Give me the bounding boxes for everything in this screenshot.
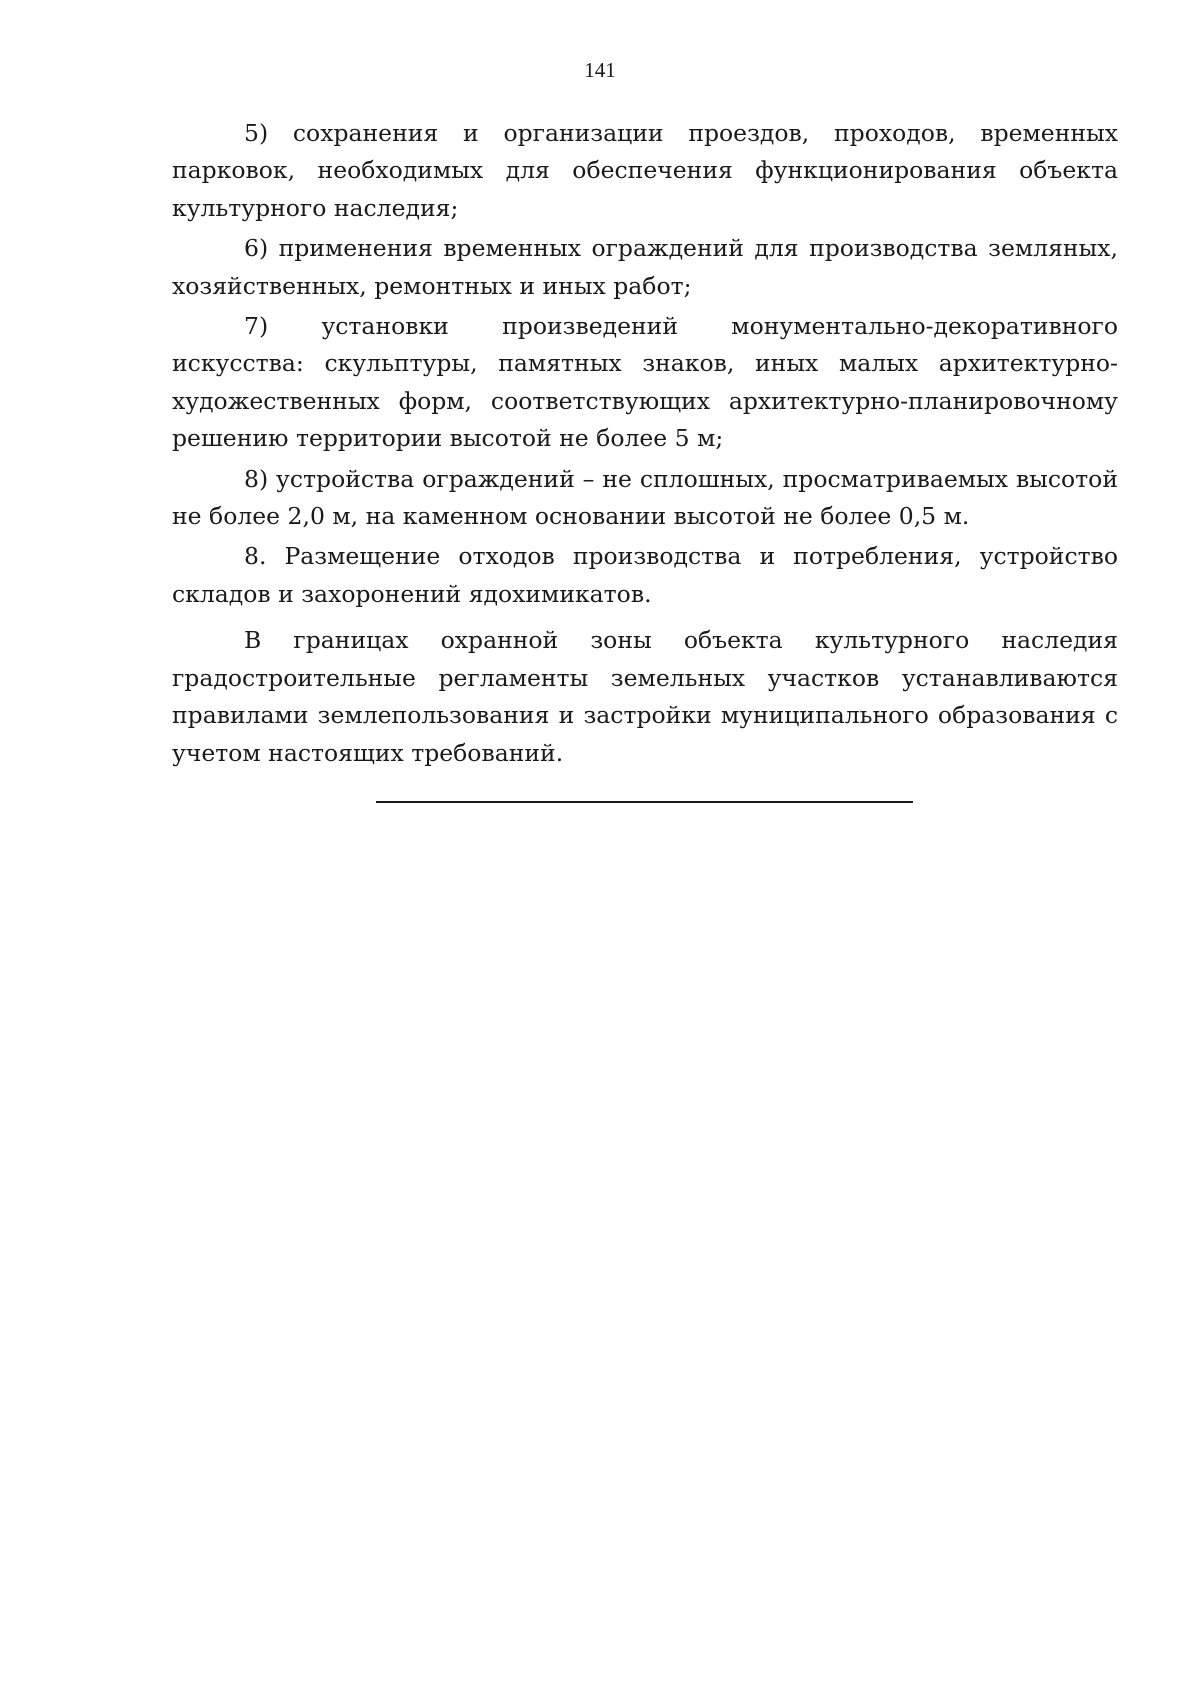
list-item-7: 7) установки произведений монументально-декоративного искусства: скульптуры, памятных знаков, иных малых архитектурно-художественных форм, соответствующих архитектурно-планировочному решению территории высотой не более 5 м; [172, 312, 1118, 453]
document-body [172, 115, 1118, 772]
closing-divider [376, 801, 913, 803]
list-item-6: 6) применения временных ограждений для производства земляных, хозяйственных, ремонтных и иных работ; [172, 234, 1118, 300]
list-item-5: 5) сохранения и организации проездов, проходов, временных парковок, необходимых для обеспечения функционирования объекта культурного наследия; [172, 119, 1118, 222]
page-number: 141 [584, 58, 616, 82]
list-item-8: 8) устройства ограждений – не сплошных, просматриваемых высотой не более 2,0 м, на каменном основании высотой не более 0,5 м. [172, 464, 1118, 531]
closing-paragraph: В границах охранной зоны объекта культурного наследия градостроительные регламенты земельных участков устанавливаются правилами землепользования и застройки муниципального образования с учетом настоящих требований. [172, 626, 1118, 767]
clause-8: 8. Размещение отходов производства и потребления, устройство складов и захоронений ядохимикатов. [172, 542, 1118, 608]
